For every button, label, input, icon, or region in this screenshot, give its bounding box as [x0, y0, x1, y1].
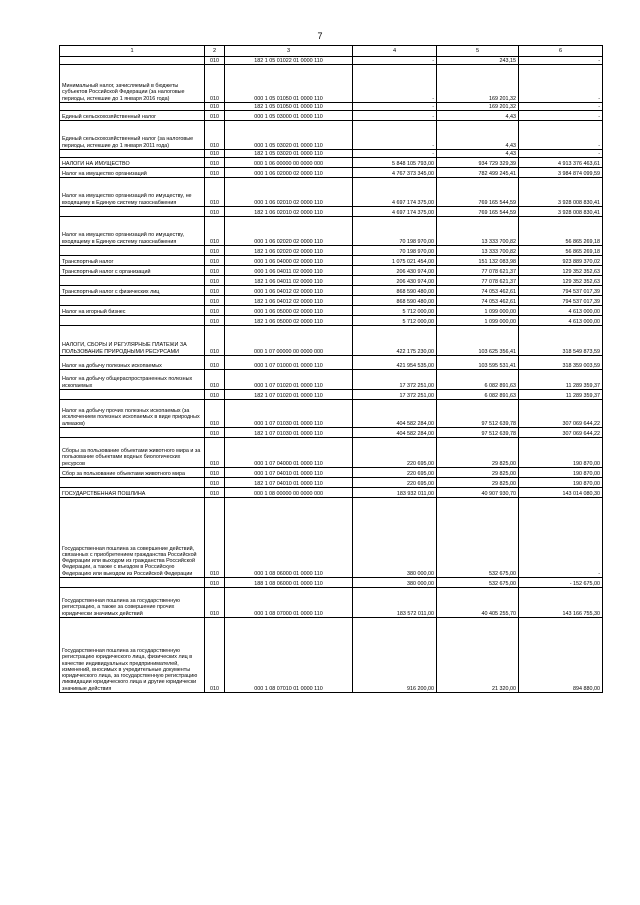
header-cell: 3 [225, 46, 353, 57]
approved-amount-cell: 5 712 000,00 [353, 306, 437, 316]
line-code-cell: 010 [205, 356, 225, 370]
approved-amount-cell: 4 767 373 345,00 [353, 168, 437, 178]
budget-code-cell: 000 1 05 03020 01 0000 110 [225, 121, 353, 150]
approved-amount-cell: 4 697 174 375,00 [353, 178, 437, 207]
budget-code-cell: 000 1 06 05000 02 0000 110 [225, 306, 353, 316]
budget-code-cell: 000 1 05 03000 01 0000 110 [225, 111, 353, 121]
approved-amount-cell: 1 075 021 454,00 [353, 256, 437, 266]
approved-amount-cell: - [353, 103, 437, 111]
executed-amount-cell: 6 082 891,63 [437, 370, 519, 390]
line-code-cell: 010 [205, 150, 225, 158]
budget-code-cell: 000 1 06 02020 02 0000 110 [225, 217, 353, 246]
line-code-cell: 010 [205, 618, 225, 693]
budget-code-cell: 000 1 08 06000 01 0000 110 [225, 498, 353, 578]
table-row [60, 438, 603, 468]
line-code-cell: 010 [205, 296, 225, 306]
line-code-cell: 010 [205, 400, 225, 428]
executed-amount-cell: 97 512 639,78 [437, 400, 519, 428]
table-row [60, 65, 603, 103]
table-row [60, 588, 603, 618]
approved-amount-cell: 183 932 011,00 [353, 488, 437, 498]
approved-amount-cell: 404 582 284,00 [353, 400, 437, 428]
budget-code-cell: 000 1 06 04011 02 0000 110 [225, 266, 353, 276]
table-row [60, 207, 603, 217]
row-name-cell [60, 276, 205, 286]
table-row [60, 390, 603, 400]
budget-code-cell: 182 1 06 04011 02 0000 110 [225, 276, 353, 286]
budget-code-cell: 182 1 05 03020 01 0000 110 [225, 150, 353, 158]
table-row [60, 168, 603, 178]
table-row [60, 468, 603, 478]
row-name-cell: Сборы за пользование объектами животного мира и за пользование объектами водных биологических ресурсов [60, 438, 205, 468]
executed-amount-cell: 13 333 700,82 [437, 246, 519, 256]
line-code-cell: 010 [205, 168, 225, 178]
executed-amount-cell: 97 512 639,78 [437, 428, 519, 438]
unexecuted-amount-cell: - [519, 103, 603, 111]
budget-code-cell: 182 1 05 01022 01 0000 110 [225, 57, 353, 65]
budget-code-cell: 188 1 08 06000 01 0000 110 [225, 578, 353, 588]
line-code-cell: 010 [205, 178, 225, 207]
table-row [60, 316, 603, 326]
unexecuted-amount-cell: 4 613 000,00 [519, 306, 603, 316]
approved-amount-cell: 916 200,00 [353, 618, 437, 693]
unexecuted-amount-cell: - [519, 150, 603, 158]
unexecuted-amount-cell: 794 537 017,39 [519, 296, 603, 306]
executed-amount-cell: 532 675,00 [437, 578, 519, 588]
table-row [60, 276, 603, 286]
unexecuted-amount-cell: 190 870,00 [519, 438, 603, 468]
budget-code-cell: 000 1 07 01000 01 0000 110 [225, 356, 353, 370]
row-name-cell [60, 103, 205, 111]
approved-amount-cell: - [353, 150, 437, 158]
unexecuted-amount-cell: 190 870,00 [519, 468, 603, 478]
table-row [60, 478, 603, 488]
budget-code-cell: 000 1 07 01030 01 0000 110 [225, 400, 353, 428]
approved-amount-cell: 17 372 251,00 [353, 370, 437, 390]
header-cell: 6 [519, 46, 603, 57]
approved-amount-cell: 183 572 011,00 [353, 588, 437, 618]
unexecuted-amount-cell: 894 880,00 [519, 618, 603, 693]
executed-amount-cell: 532 675,00 [437, 498, 519, 578]
row-name-cell: НАЛОГИ, СБОРЫ И РЕГУЛЯРНЫЕ ПЛАТЕЖИ ЗА ПОЛЬЗОВАНИЕ ПРИРОДНЫМИ РЕСУРСАМИ [60, 326, 205, 356]
unexecuted-amount-cell: 143 014 080,30 [519, 488, 603, 498]
approved-amount-cell: 422 175 230,00 [353, 326, 437, 356]
line-code-cell: 010 [205, 588, 225, 618]
approved-amount-cell: 70 198 970,00 [353, 246, 437, 256]
executed-amount-cell: 29 825,00 [437, 478, 519, 488]
unexecuted-amount-cell: - [519, 111, 603, 121]
executed-amount-cell: 4,43 [437, 150, 519, 158]
row-name-cell: Транспортный налог [60, 256, 205, 266]
line-code-cell: 010 [205, 103, 225, 111]
budget-code-cell: 000 1 06 02010 02 0000 110 [225, 178, 353, 207]
row-name-cell [60, 207, 205, 217]
approved-amount-cell: 206 430 974,00 [353, 266, 437, 276]
approved-amount-cell: - [353, 121, 437, 150]
header-row [60, 46, 603, 57]
unexecuted-amount-cell: 307 069 644,22 [519, 428, 603, 438]
unexecuted-amount-cell: 794 537 017,39 [519, 286, 603, 296]
executed-amount-cell: 29 825,00 [437, 438, 519, 468]
row-name-cell: Налог на добычу полезных ископаемых [60, 356, 205, 370]
budget-code-cell: 000 1 08 07010 01 0000 110 [225, 618, 353, 693]
table-row [60, 246, 603, 256]
revenue-table [59, 45, 603, 693]
unexecuted-amount-cell: - [519, 65, 603, 103]
approved-amount-cell: 380 000,00 [353, 498, 437, 578]
approved-amount-cell: - [353, 57, 437, 65]
header-cell: 4 [353, 46, 437, 57]
budget-code-cell: 182 1 05 01050 01 0000 110 [225, 103, 353, 111]
page-number: 7 [317, 31, 323, 41]
line-code-cell: 010 [205, 276, 225, 286]
approved-amount-cell: 206 430 974,00 [353, 276, 437, 286]
executed-amount-cell: 169 201,32 [437, 103, 519, 111]
line-code-cell: 010 [205, 390, 225, 400]
table-row [60, 488, 603, 498]
unexecuted-amount-cell: - [519, 498, 603, 578]
unexecuted-amount-cell: 3 928 008 830,41 [519, 207, 603, 217]
unexecuted-amount-cell: 56 865 269,18 [519, 246, 603, 256]
line-code-cell: 010 [205, 286, 225, 296]
line-code-cell: 010 [205, 111, 225, 121]
line-code-cell: 010 [205, 468, 225, 478]
row-name-cell [60, 57, 205, 65]
row-name-cell: Транспортный налог с физических лиц [60, 286, 205, 296]
executed-amount-cell: 151 132 083,98 [437, 256, 519, 266]
row-name-cell [60, 478, 205, 488]
executed-amount-cell: 769 165 544,59 [437, 178, 519, 207]
line-code-cell: 010 [205, 478, 225, 488]
budget-code-cell: 000 1 07 04010 01 0000 110 [225, 468, 353, 478]
executed-amount-cell: 77 078 621,37 [437, 276, 519, 286]
executed-amount-cell: 6 082 891,63 [437, 390, 519, 400]
approved-amount-cell: 220 695,00 [353, 468, 437, 478]
executed-amount-cell: 1 099 000,00 [437, 306, 519, 316]
table-row [60, 618, 603, 693]
executed-amount-cell: 21 320,00 [437, 618, 519, 693]
budget-code-cell: 000 1 06 00000 00 0000 000 [225, 158, 353, 168]
table-row [60, 266, 603, 276]
unexecuted-amount-cell: 923 889 370,02 [519, 256, 603, 266]
unexecuted-amount-cell: 11 289 359,37 [519, 390, 603, 400]
approved-amount-cell: 421 954 535,00 [353, 356, 437, 370]
row-name-cell [60, 150, 205, 158]
executed-amount-cell: 769 165 544,59 [437, 207, 519, 217]
budget-code-cell: 000 1 07 00000 00 0000 000 [225, 326, 353, 356]
unexecuted-amount-cell: 3 928 008 830,41 [519, 178, 603, 207]
row-name-cell [60, 296, 205, 306]
unexecuted-amount-cell: - [519, 57, 603, 65]
unexecuted-amount-cell: 11 289 359,37 [519, 370, 603, 390]
row-name-cell: Единый сельскохозяйственный налог [60, 111, 205, 121]
row-name-cell: Налог на игорный бизнес [60, 306, 205, 316]
row-name-cell: Налог на имущество организаций по имуществу, входящему в Единую систему газоснабжения [60, 217, 205, 246]
table-row [60, 178, 603, 207]
budget-code-cell: 182 1 06 02020 02 0000 110 [225, 246, 353, 256]
line-code-cell: 010 [205, 158, 225, 168]
budget-code-cell: 182 1 07 01020 01 0000 110 [225, 390, 353, 400]
approved-amount-cell: 380 000,00 [353, 578, 437, 588]
executed-amount-cell: 934 729 329,39 [437, 158, 519, 168]
table-row [60, 121, 603, 150]
approved-amount-cell: 5 712 000,00 [353, 316, 437, 326]
line-code-cell: 010 [205, 207, 225, 217]
unexecuted-amount-cell: 129 352 352,63 [519, 266, 603, 276]
row-name-cell: НАЛОГИ НА ИМУЩЕСТВО [60, 158, 205, 168]
approved-amount-cell: 220 695,00 [353, 438, 437, 468]
header-cell: 1 [60, 46, 205, 57]
row-name-cell: Налог на имущество организаций по имуществу, не входящему в Единую систему газоснабжения [60, 178, 205, 207]
table-row [60, 306, 603, 316]
budget-code-cell: 182 1 07 04010 01 0000 110 [225, 478, 353, 488]
row-name-cell [60, 246, 205, 256]
line-code-cell: 010 [205, 428, 225, 438]
table-row [60, 256, 603, 266]
row-name-cell [60, 390, 205, 400]
budget-code-cell: 000 1 08 00000 00 0000 000 [225, 488, 353, 498]
row-name-cell: Государственная пошлина за государственную регистрацию юридического лица, физических лиц в качестве индивидуальных предпринимателей, изменений, вносимых в учредительные документы юридического лица, за государственную регистрацию ликвидации юридического лица и другие юридически значимые действия [60, 618, 205, 693]
row-name-cell: Транспортный налог с организаций [60, 266, 205, 276]
table-row [60, 400, 603, 428]
row-name-cell [60, 428, 205, 438]
table-row [60, 370, 603, 390]
header-cell: 2 [205, 46, 225, 57]
executed-amount-cell: 4,43 [437, 111, 519, 121]
row-name-cell [60, 316, 205, 326]
line-code-cell: 010 [205, 121, 225, 150]
budget-code-cell: 182 1 07 01030 01 0000 110 [225, 428, 353, 438]
approved-amount-cell: 868 590 480,00 [353, 296, 437, 306]
row-name-cell: ГОСУДАРСТВЕННАЯ ПОШЛИНА [60, 488, 205, 498]
line-code-cell: 010 [205, 316, 225, 326]
table-row [60, 498, 603, 578]
table-row [60, 578, 603, 588]
executed-amount-cell: 74 053 462,61 [437, 286, 519, 296]
line-code-cell: 010 [205, 256, 225, 266]
executed-amount-cell: 74 053 462,61 [437, 296, 519, 306]
executed-amount-cell: 77 078 621,37 [437, 266, 519, 276]
unexecuted-amount-cell: 190 870,00 [519, 478, 603, 488]
line-code-cell: 010 [205, 217, 225, 246]
budget-code-cell: 000 1 07 01020 01 0000 110 [225, 370, 353, 390]
approved-amount-cell: - [353, 65, 437, 103]
approved-amount-cell: 220 695,00 [353, 478, 437, 488]
unexecuted-amount-cell: 318 549 873,59 [519, 326, 603, 356]
table-row [60, 296, 603, 306]
row-name-cell: Минимальный налог, зачисляемый в бюджеты субъектов Российской Федерации (за налоговые периоды, истекшие до 1 января 2016 года) [60, 65, 205, 103]
approved-amount-cell: 868 590 480,00 [353, 286, 437, 296]
executed-amount-cell: 4,43 [437, 121, 519, 150]
table-row [60, 103, 603, 111]
table-row [60, 150, 603, 158]
line-code-cell: 010 [205, 65, 225, 103]
unexecuted-amount-cell: 307 069 644,22 [519, 400, 603, 428]
budget-code-cell: 182 1 06 04012 02 0000 110 [225, 296, 353, 306]
budget-code-cell: 000 1 05 01050 01 0000 110 [225, 65, 353, 103]
line-code-cell: 010 [205, 326, 225, 356]
line-code-cell: 010 [205, 57, 225, 65]
budget-code-cell: 000 1 06 04000 02 0000 110 [225, 256, 353, 266]
line-code-cell: 010 [205, 266, 225, 276]
budget-code-cell: 182 1 06 02010 02 0000 110 [225, 207, 353, 217]
table-row [60, 217, 603, 246]
line-code-cell: 010 [205, 306, 225, 316]
unexecuted-amount-cell: - [519, 121, 603, 150]
executed-amount-cell: 40 907 930,70 [437, 488, 519, 498]
row-name-cell [60, 578, 205, 588]
executed-amount-cell: 13 333 700,82 [437, 217, 519, 246]
table-row [60, 111, 603, 121]
budget-code-cell: 182 1 06 05000 02 0000 110 [225, 316, 353, 326]
table-row [60, 158, 603, 168]
approved-amount-cell: 4 697 174 375,00 [353, 207, 437, 217]
executed-amount-cell: 103 595 531,41 [437, 356, 519, 370]
table-row [60, 428, 603, 438]
row-name-cell: Единый сельскохозяйственный налог (за налоговые периоды, истекшие до 1 января 2011 года) [60, 121, 205, 150]
row-name-cell: Государственная пошлина за государственную регистрацию, а также за совершение прочих юридически значимых действий [60, 588, 205, 618]
header-cell: 5 [437, 46, 519, 57]
unexecuted-amount-cell: 129 352 352,63 [519, 276, 603, 286]
row-name-cell: Налог на добычу общераспространенных полезных ископаемых [60, 370, 205, 390]
executed-amount-cell: 29 825,00 [437, 468, 519, 478]
approved-amount-cell: 17 372 251,00 [353, 390, 437, 400]
executed-amount-cell: 243,15 [437, 57, 519, 65]
line-code-cell: 010 [205, 498, 225, 578]
executed-amount-cell: 103 625 356,41 [437, 326, 519, 356]
unexecuted-amount-cell: 3 984 874 099,59 [519, 168, 603, 178]
executed-amount-cell: 782 499 245,41 [437, 168, 519, 178]
approved-amount-cell: 404 582 284,00 [353, 428, 437, 438]
budget-code-cell: 000 1 06 02000 02 0000 110 [225, 168, 353, 178]
table-row [60, 326, 603, 356]
budget-code-cell: 000 1 08 07000 01 0000 110 [225, 588, 353, 618]
executed-amount-cell: 40 405 255,70 [437, 588, 519, 618]
approved-amount-cell: 5 848 105 793,00 [353, 158, 437, 168]
line-code-cell: 010 [205, 246, 225, 256]
unexecuted-amount-cell: 143 166 755,30 [519, 588, 603, 618]
line-code-cell: 010 [205, 578, 225, 588]
line-code-cell: 010 [205, 438, 225, 468]
approved-amount-cell: - [353, 111, 437, 121]
executed-amount-cell: 169 201,32 [437, 65, 519, 103]
budget-code-cell: 000 1 07 04000 01 0000 110 [225, 438, 353, 468]
table-row [60, 57, 603, 65]
unexecuted-amount-cell: 318 359 003,59 [519, 356, 603, 370]
row-name-cell: Государственная пошлина за совершение действий, связанных с приобретением гражданства Российской Федерации или выходом из гражданства Российской Федерации, а также с въездом в Российскую Федерацию или выездом из Российской Федерации [60, 498, 205, 578]
row-name-cell: Налог на имущество организаций [60, 168, 205, 178]
table-row [60, 356, 603, 370]
row-name-cell: Сбор за пользование объектами животного мира [60, 468, 205, 478]
line-code-cell: 010 [205, 488, 225, 498]
table-row [60, 286, 603, 296]
unexecuted-amount-cell: 56 865 269,18 [519, 217, 603, 246]
approved-amount-cell: 70 198 970,00 [353, 217, 437, 246]
unexecuted-amount-cell: 4 913 376 463,61 [519, 158, 603, 168]
budget-code-cell: 000 1 06 04012 02 0000 110 [225, 286, 353, 296]
unexecuted-amount-cell: - 152 675,00 [519, 578, 603, 588]
unexecuted-amount-cell: 4 613 000,00 [519, 316, 603, 326]
row-name-cell: Налог на добычу прочих полезных ископаемых (за исключением полезных ископаемых в виде природных алмазов) [60, 400, 205, 428]
line-code-cell: 010 [205, 370, 225, 390]
executed-amount-cell: 1 099 000,00 [437, 316, 519, 326]
